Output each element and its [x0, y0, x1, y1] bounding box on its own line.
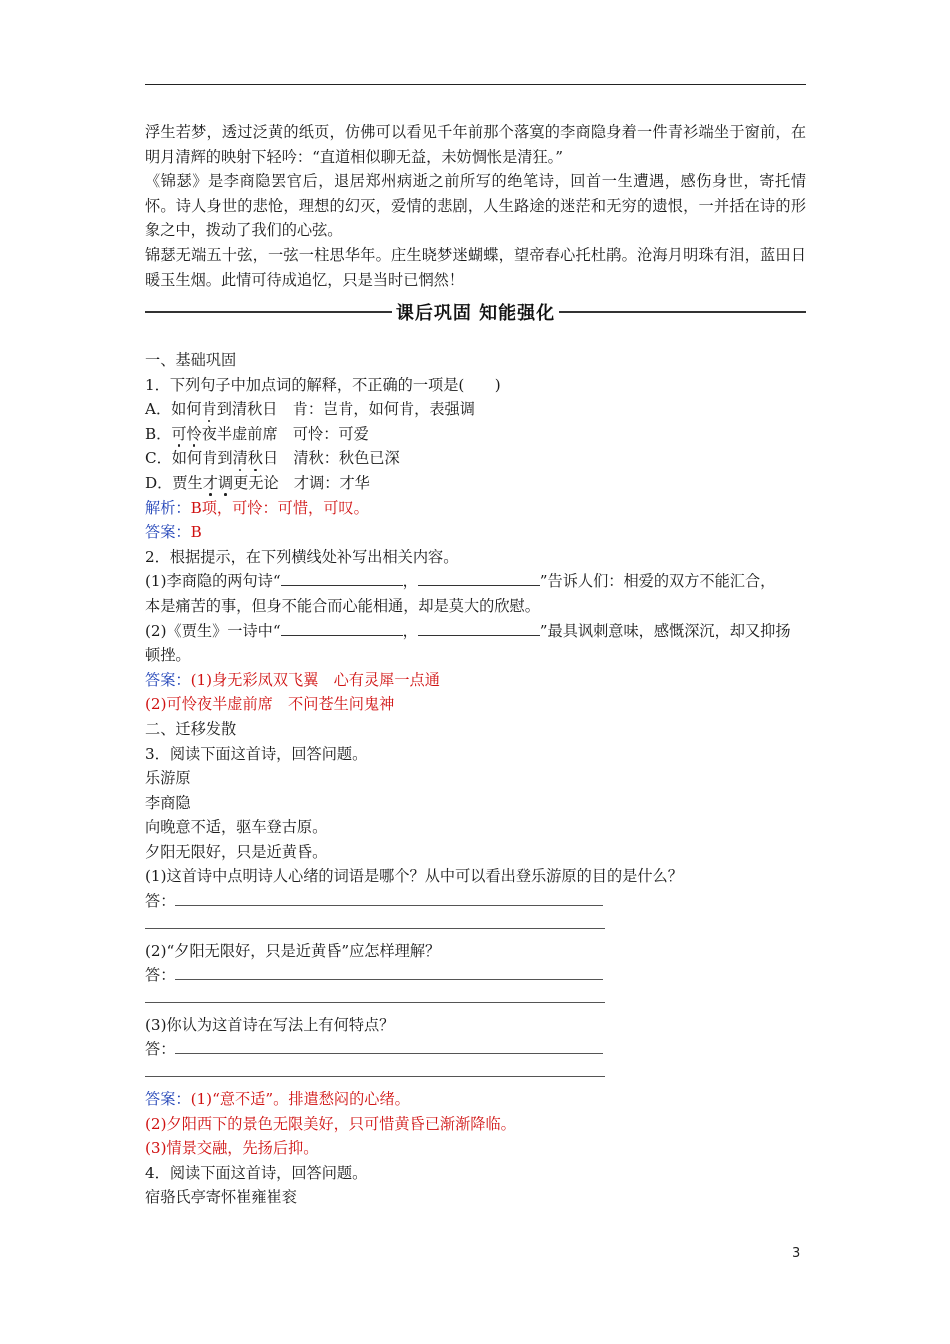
- q4-stem: 4．阅读下面这首诗，回答问题。: [145, 1163, 368, 1182]
- option-text: 夜半虚前席 可怜：可爱: [201, 424, 369, 443]
- section-rule-right: [559, 311, 806, 313]
- question-text: (2)《贾生》一诗中“: [145, 621, 281, 640]
- intro-text: [145, 120, 806, 292]
- q1-option-b: [145, 422, 806, 447]
- fill-blank[interactable]: [281, 571, 403, 586]
- answer-label: 答案：: [145, 670, 191, 689]
- q3-answer-3: (3)情景交融，先扬后抑。: [145, 1139, 319, 1158]
- q2-sentence-1-cont: 本是痛苦的事，但身不能合而心能相通，却是莫大的欣慰。: [145, 596, 540, 615]
- dotted-char: 调: [217, 473, 234, 492]
- q2-sentence-2-cont: 顿挫。: [145, 646, 191, 665]
- answer-text: (1)身无彩凤双飞翼 心有灵犀一点通: [190, 670, 440, 689]
- intro-paragraph-2: 《锦瑟》是李商隐罢官后，退居郑州病逝之前所写的绝笔诗，回首一生遭遇，感伤身世，寄托情怀。诗人身世的悲怆，理想的幻灭，爱情的悲剧，人生路途的迷茫和无穷的遗恨，一并括在诗的形象之中，拨动了我们的心弦。: [145, 172, 806, 240]
- answer-text: B: [190, 523, 202, 542]
- header-rule: [145, 84, 806, 85]
- answer-line[interactable]: [175, 965, 603, 980]
- answer-row: [145, 963, 806, 988]
- exercises: [145, 348, 806, 1210]
- section-title: 课后巩固 知能强化: [395, 303, 556, 324]
- fill-blank[interactable]: [281, 621, 403, 636]
- option-text: B．: [145, 424, 172, 443]
- poem-line-1: 向晚意不适，驱车登古原。: [145, 818, 328, 837]
- q2-answer-2: (2)可怜夜半虚前席 不问苍生问鬼神: [145, 695, 395, 714]
- answer-line[interactable]: [145, 914, 605, 929]
- answer-label: 答案：: [145, 523, 191, 542]
- section-header: [145, 298, 806, 326]
- q1-option-a: [145, 397, 806, 422]
- dotted-char: 秋: [247, 449, 263, 468]
- q3-sub-2: (2)“夕阳无限好，只是近黄昏”应怎样理解？: [145, 941, 441, 960]
- section-rule-left: [145, 311, 392, 313]
- q2-sentence-2: [145, 619, 806, 644]
- part2-heading: 二、迁移发散: [145, 719, 237, 738]
- answer-prefix: 答：: [145, 966, 176, 985]
- question-text: ”最具讽刺意味，感慨深沉，却又抑扬: [539, 621, 791, 640]
- answer-row: [145, 889, 806, 914]
- poem-line-2: 夕阳无限好，只是近黄昏。: [145, 842, 328, 861]
- comma: ，: [402, 572, 418, 591]
- q3-stem: 3．阅读下面这首诗，回答问题。: [145, 744, 368, 763]
- intro-paragraph-3: 锦瑟无端五十弦，一弦一柱思华年。庄生晓梦迷蝴蝶，望帝春心托杜鹃。沧海月明珠有泪，蓝田日暖玉生烟。此情可待成追忆，只是当时已惘然！: [145, 245, 806, 289]
- option-text: 更无论 才调：才华: [233, 473, 370, 492]
- dotted-char: 清: [232, 449, 248, 468]
- dotted-char: 肯: [201, 400, 217, 419]
- answer-line[interactable]: [175, 1039, 603, 1054]
- option-text: C．如何肯到: [145, 449, 233, 468]
- poem-title: 乐游原: [145, 769, 191, 788]
- q1-option-d: [145, 471, 806, 496]
- page-number: 3: [792, 1246, 801, 1261]
- answer-line[interactable]: [145, 988, 605, 1003]
- answer-text: (1)“意不适”。排遣愁闷的心绪。: [190, 1090, 410, 1109]
- answer-label: 答案：: [145, 1090, 191, 1109]
- poem-author: 李商隐: [145, 793, 191, 812]
- dotted-char: 可: [171, 424, 187, 443]
- q3-sub-1: (1)这首诗中点明诗人心绪的词语是哪个？从中可以看出登乐游原的目的是什么？: [145, 867, 683, 886]
- answer-line[interactable]: [175, 891, 603, 906]
- q1-answer: [145, 520, 806, 545]
- intro-paragraph-1: 浮生若梦，透过泛黄的纸页，仿佛可以看见千年前那个落寞的李商隐身着一件青衫端坐于窗前，在明月清辉的映射下轻吟：“直道相似聊无益，未妨惆怅是清狂。”: [145, 123, 806, 166]
- option-text: A．如何: [145, 400, 202, 419]
- q4-poem-title: 宿骆氏亭寄怀崔雍崔衮: [145, 1188, 297, 1207]
- answer-line[interactable]: [145, 1062, 605, 1077]
- q2-answer-1: [145, 668, 806, 693]
- part1-heading: 一、基础巩固: [145, 351, 237, 369]
- analysis-text: B项，可怜：可惜，可叹。: [190, 498, 369, 517]
- q2-sentence-1: [145, 569, 806, 594]
- option-text: 日 清秋：秋色已深: [262, 449, 400, 468]
- option-text: D．贾生: [145, 473, 203, 492]
- fill-blank[interactable]: [418, 571, 540, 586]
- q1-option-c: [145, 446, 806, 471]
- q3-answer-2: (2)夕阳西下的景色无限美好，只可惜黄昏已渐渐降临。: [145, 1114, 516, 1133]
- comma: ，: [402, 621, 418, 640]
- dotted-char: 才: [202, 473, 218, 492]
- answer-prefix: 答：: [145, 892, 176, 911]
- answer-prefix: 答：: [145, 1040, 176, 1059]
- q3-sub-3: (3)你认为这首诗在写法上有何特点？: [145, 1015, 395, 1034]
- analysis-label: 解析：: [145, 498, 191, 517]
- dotted-char: 怜: [186, 424, 202, 443]
- q2-stem: 2．根据提示，在下列横线处补写出相关内容。: [145, 547, 459, 566]
- fill-blank[interactable]: [418, 621, 540, 636]
- question-text: ”告诉人们：相爱的双方不能汇合，: [539, 572, 776, 591]
- answer-row: [145, 1037, 806, 1062]
- q3-answer-1: [145, 1087, 806, 1112]
- question-text: (1)李商隐的两句诗“: [145, 572, 281, 591]
- q1-analysis: [145, 496, 806, 521]
- option-text: 到清秋日 肯：岂肯，如何肯，表强调: [216, 400, 475, 419]
- q1-stem: 1．下列句子中加点词的解释，不正确的一项是( ): [145, 375, 501, 394]
